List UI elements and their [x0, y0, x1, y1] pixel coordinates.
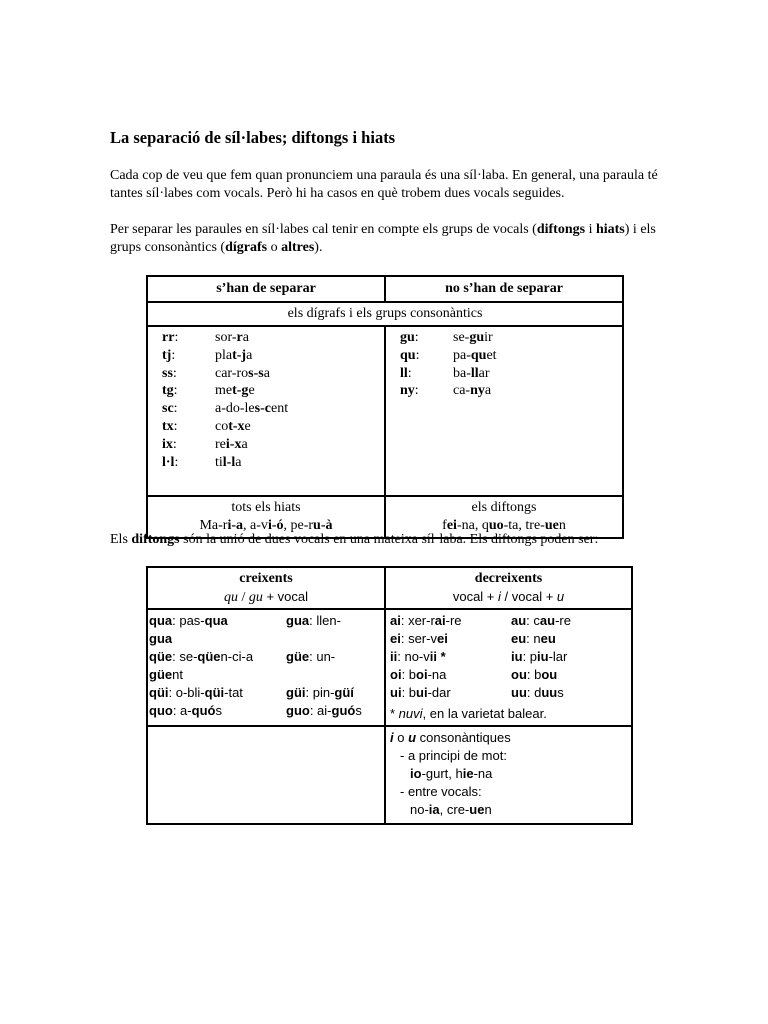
diftongs-title: els diftongs [471, 500, 537, 515]
digraph-example [215, 365, 270, 383]
iou-word-start: - a principi de mot: [400, 748, 507, 763]
text-run: ny [470, 383, 485, 399]
diftong-entry [386, 612, 507, 630]
diftong-entry [386, 684, 507, 702]
consonant-groups-table [146, 275, 624, 539]
text-run: a [241, 436, 248, 452]
diftong-entry [386, 648, 507, 666]
diftong-entry [285, 648, 380, 666]
digraph-row [400, 382, 622, 400]
text-run: t-x [228, 418, 245, 434]
digraph-row [162, 382, 384, 400]
text-run: ar [478, 365, 490, 381]
digraph-key: ll: [400, 365, 412, 381]
text-run: ei [390, 631, 401, 646]
digraph-row [162, 454, 384, 472]
text-run: ca- [453, 383, 471, 399]
digraph-key: tj: [162, 347, 176, 363]
diftong-entry [148, 612, 285, 630]
text-run: ue [544, 518, 559, 533]
text-run: i-a [227, 518, 244, 533]
diftong-entry [507, 666, 627, 684]
text-run: : o-bli- [168, 685, 205, 700]
text-run: ue [469, 802, 485, 817]
text-run: -tat [224, 685, 243, 700]
digraph-key: sc: [162, 401, 178, 417]
text-run: , pe-r [283, 518, 314, 533]
text-run: són la unió de dues vocals en una mateixa síl·laba. Els diftongs poden ser: [179, 532, 599, 547]
text-run: ent [270, 401, 289, 417]
digraph-example [453, 329, 493, 347]
digraph-key: ss: [162, 365, 177, 381]
text-run: i [390, 730, 394, 745]
text-run: ir [484, 330, 493, 345]
text-run: Els [110, 532, 132, 547]
balear-note [386, 705, 631, 725]
text-run: ii [390, 649, 398, 664]
digraph-example [215, 347, 252, 365]
text-run: qu [470, 347, 487, 363]
text-run: eu [511, 631, 527, 646]
term-hiats: hiats [595, 222, 625, 237]
text-run: t-j [232, 347, 247, 363]
text-run: u [408, 730, 417, 745]
text-run: ei [446, 518, 457, 533]
digraph-row [162, 347, 384, 365]
diftong-entry [148, 702, 285, 720]
text-run: ie [462, 766, 474, 781]
text-run: : no-v [397, 649, 430, 664]
text-run: ui [390, 685, 402, 700]
digraph-row [162, 418, 384, 436]
text-run: / vocal + [500, 589, 557, 604]
text-run: qua [149, 613, 173, 628]
text-run: uu [511, 685, 527, 700]
text-run: i [498, 589, 501, 604]
text-run: a-do-le [215, 401, 255, 417]
text-run: u-à [313, 518, 333, 533]
text-run: -re [445, 613, 462, 628]
creixents-list [148, 610, 384, 723]
text-run: a [246, 347, 253, 363]
text-run: Per separar les paraules en síl·labes cal tenir en compte els grups de vocals ( [110, 222, 537, 237]
text-run: : xer-r [400, 613, 435, 628]
digraph-key: ix: [162, 436, 177, 452]
digraph-row [162, 329, 384, 347]
text-run: nt [172, 667, 183, 682]
text-run: car-ro [215, 365, 249, 381]
text-run: qu [223, 590, 238, 605]
text-run: -re [555, 613, 571, 628]
text-run: ). [314, 240, 323, 255]
text-run: : ser-v [400, 631, 437, 646]
text-run: eu [540, 631, 556, 646]
text-run: a [242, 330, 249, 345]
text-run: iu [511, 649, 523, 664]
text-run: sor- [215, 330, 237, 345]
digraph-example [215, 418, 251, 436]
text-run: : ai- [309, 703, 332, 718]
text-run: co [215, 418, 229, 434]
text-run: : d [526, 685, 542, 700]
text-run: s [215, 703, 222, 718]
digraph-key: qu: [400, 347, 420, 363]
text-run: me [215, 383, 233, 399]
header-not-separate: no s’han de separar [385, 276, 623, 302]
text-run: , a-v [243, 518, 268, 533]
diftongs-table [146, 566, 633, 825]
text-run: güe [286, 649, 310, 664]
text-run: : se- [172, 649, 198, 664]
digraph-key: gu: [400, 330, 419, 345]
header-creixents [147, 567, 385, 609]
text-run: , en la varietat balear. [422, 706, 547, 721]
page-title: La separació de síl·labes; diftongs i hiats [110, 128, 396, 147]
intro-paragraph-1: Cada cop de veu que fem quan pronunciem una paraula és una síl·laba. En general, una paraula té tantes síl·labes com vocals. Però hi ha casos en què trobem dues vocals seguides. [110, 168, 658, 201]
text-run: -na [427, 667, 447, 682]
digraph-example [453, 347, 497, 365]
text-run: -ta, tre- [503, 518, 545, 533]
header-separate: s’han de separar [147, 276, 385, 302]
text-run: -lar [548, 649, 568, 664]
text-run: e [248, 383, 255, 399]
digraph-example [215, 436, 248, 454]
text-run: i-x [225, 436, 242, 452]
text-run: guo [286, 703, 310, 718]
decreixents-list-cell [385, 609, 632, 726]
text-run: n [484, 802, 492, 817]
text-run: güi [286, 685, 306, 700]
text-run: -gurt, h [421, 766, 463, 781]
digraph-row [400, 347, 622, 365]
text-run: n [558, 518, 566, 533]
text-run: -na, q [456, 518, 489, 533]
text-run: ll [470, 365, 479, 381]
intro-paragraph-2 [110, 221, 670, 257]
text-run: i-ó [267, 518, 284, 533]
iou-examples-start [390, 765, 631, 783]
digraph-row [162, 436, 384, 454]
text-run: * [390, 706, 399, 721]
iou-examples-between [390, 801, 631, 819]
term-diftongs: diftongs [536, 222, 586, 237]
diftong-entry [507, 648, 627, 666]
decreixents-list [386, 610, 631, 705]
text-run: oi [416, 667, 428, 682]
text-run: n-ci-a [220, 649, 254, 664]
diftong-entry [148, 648, 285, 666]
text-run: oi [390, 667, 402, 682]
text-run: f [442, 518, 447, 533]
header-decreixents [385, 567, 632, 609]
text-run: s-c [254, 401, 271, 417]
iou-between-vowels: - entre vocals: [400, 784, 482, 799]
subheader-digraphs: els dígrafs i els grups consonàntics [147, 302, 623, 326]
digraph-example [215, 400, 288, 418]
decreixents-formula [386, 588, 631, 606]
text-run: ba- [453, 365, 471, 381]
digraph-row [162, 400, 384, 418]
diftongs-paragraph [110, 531, 670, 549]
text-run: , cre- [439, 802, 470, 817]
text-run: : b [401, 685, 417, 700]
diftong-entry [285, 684, 380, 702]
separate-list [147, 326, 385, 496]
diftong-entry [507, 612, 627, 630]
digraph-key: rr: [162, 330, 179, 345]
text-run: gu [248, 590, 263, 605]
text-run: ii * [429, 649, 446, 664]
text-run: : un- [309, 649, 336, 664]
diftong-entry [148, 684, 285, 702]
diftong-entry [148, 630, 285, 648]
digraph-example [215, 329, 249, 347]
text-run: se- [453, 330, 470, 345]
creixents-formula [148, 588, 384, 607]
text-run: ia [428, 802, 440, 817]
text-run: ai [434, 613, 446, 628]
text-run: uu [541, 685, 558, 700]
text-run: au [539, 613, 556, 628]
text-run: o [267, 240, 282, 255]
text-run: : pin- [305, 685, 335, 700]
digraph-example [215, 382, 255, 400]
diftong-entry [507, 630, 627, 648]
text-run: quo [149, 703, 173, 718]
digraph-example [215, 454, 241, 472]
text-run: : n [526, 631, 541, 646]
text-run: ui [416, 685, 428, 700]
text-run: no- [410, 802, 429, 817]
text-run: ou [541, 667, 558, 682]
text-run: vocal + [452, 589, 499, 604]
term-diftongs: diftongs [131, 532, 180, 547]
diftong-entry [285, 702, 380, 720]
text-run: a [263, 365, 270, 381]
text-run: ou [511, 667, 527, 682]
text-run: : pas- [172, 613, 205, 628]
text-run: o [393, 730, 409, 745]
text-run: güe [149, 667, 173, 682]
text-run: gua [286, 613, 310, 628]
digraph-example [453, 382, 491, 400]
hiats-title: tots els hiats [231, 500, 301, 515]
text-run: / [237, 590, 249, 605]
text-run: l-l [222, 454, 236, 470]
creixents-list-cell [147, 609, 385, 726]
text-run: a [235, 454, 242, 470]
text-run: ) i els grups consonàntics ( [110, 222, 656, 255]
diftong-entry [285, 612, 380, 630]
text-run: quó [191, 703, 216, 718]
term-altres: altres [281, 240, 315, 255]
text-run: pa- [453, 347, 471, 363]
text-run: qüe [197, 649, 221, 664]
text-run: s-s [248, 365, 264, 381]
digraph-row [400, 365, 622, 383]
text-run: : c [526, 613, 540, 628]
text-run: a [484, 383, 492, 399]
text-run: qüi [204, 685, 225, 700]
not-separate-list [385, 326, 623, 496]
text-run: : p [522, 649, 538, 664]
text-run: qüi [149, 685, 169, 700]
digraph-key: ny: [400, 383, 419, 399]
digraph-example [453, 365, 490, 383]
text-run: qua [204, 613, 228, 628]
text-run: guó [331, 703, 356, 718]
digraph-row [162, 365, 384, 383]
diftong-entry [386, 630, 507, 648]
text-run: : llen- [309, 613, 341, 628]
diftong-entry [285, 666, 380, 684]
text-run: consonàntiques [416, 730, 511, 745]
diftong-entry [148, 666, 285, 684]
text-run: au [511, 613, 527, 628]
text-run: : a- [172, 703, 192, 718]
digraph-key: l·l: [162, 454, 179, 470]
decreixents-title: decreixents [474, 571, 543, 586]
text-run: t-g [232, 383, 249, 399]
text-run: uo [488, 518, 504, 533]
text-run: pla [215, 347, 233, 363]
text-run: -dar [427, 685, 451, 700]
diftong-entry [386, 666, 507, 684]
diftong-entry [507, 684, 627, 702]
term-digrafs: dígrafs [225, 240, 268, 255]
empty-cell [147, 726, 385, 824]
text-run: Ma-r [199, 518, 228, 533]
digraph-key: tg: [162, 383, 178, 399]
text-run: : b [401, 667, 417, 682]
consonant-iu-cell [385, 726, 632, 824]
text-run: + vocal [262, 589, 309, 604]
text-run: re [215, 436, 226, 452]
text-run: qüe [149, 649, 173, 664]
text-run: gua [149, 631, 173, 646]
text-run: ei [436, 631, 448, 646]
text-run: s [355, 703, 362, 718]
text-run: i [585, 222, 596, 237]
digraph-key: tx: [162, 418, 178, 434]
text-run: gu [469, 330, 485, 345]
digraph-row [400, 329, 622, 347]
text-run: e [244, 418, 251, 434]
text-run: io [410, 766, 422, 781]
iou-title [390, 729, 631, 747]
text-run: ai [390, 613, 401, 628]
text-run: iu [537, 649, 549, 664]
text-run: nuvi [398, 706, 423, 721]
text-run: s [557, 685, 564, 700]
text-run: güí [334, 685, 354, 700]
text-run: : b [526, 667, 542, 682]
text-run: -na [473, 766, 493, 781]
text-run: u [556, 589, 565, 604]
text-run: et [486, 347, 497, 363]
creixents-title: creixents [239, 571, 293, 586]
text-run: ti [215, 454, 223, 470]
diftong-entry [285, 630, 380, 648]
text-run: r [236, 330, 243, 345]
